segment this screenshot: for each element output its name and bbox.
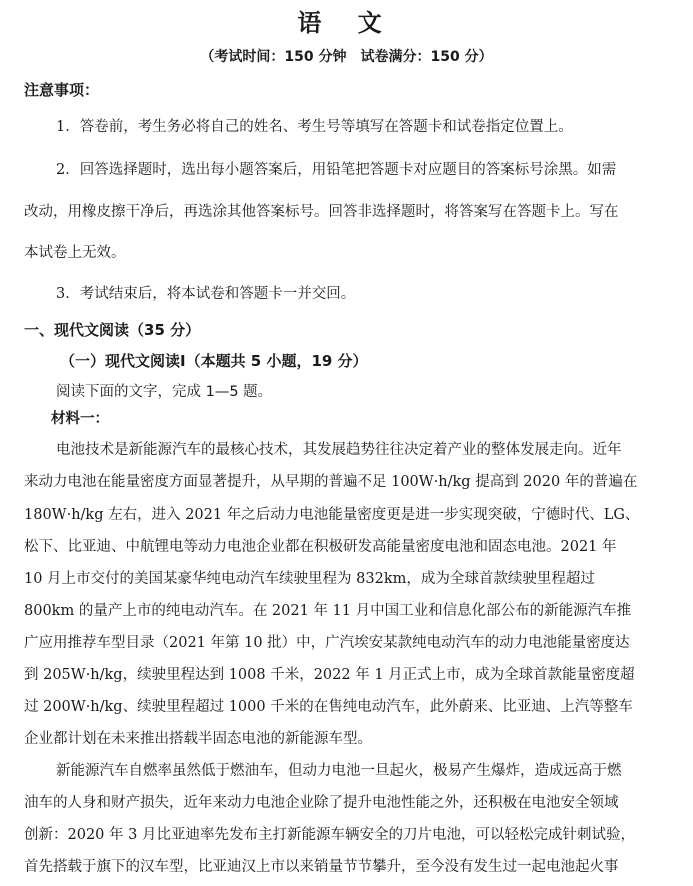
paragraph1-line: 800km 的量产上市的纯电动汽车。在 2021 年 11 月中国工业和信息化部公布的新能源汽车推 [24,603,632,619]
paragraph1-line: 电池技术是新能源汽车的最核心技术，其发展趋势往往决定着产业的整体发展走向。近年 [56,442,622,458]
paragraph1-line: 10 月上市交付的美国某豪华纯电动汽车续驶里程为 832km，成为全球首款续驶里程超过 [24,571,595,587]
paragraph1-line: 广应用推荐车型目录（2021 年第 10 批）中，广汽埃安某款纯电动汽车的动力电池能量密度达 [24,635,630,651]
paragraph1-line: 企业都计划在未来推出搭载半固态电池的新能源车型。 [24,731,372,747]
notice-heading: 注意事项： [24,81,100,99]
paragraph1-line: 过 200W·h/kg、续驶里程超过 1000 千米的在售纯电动汽车，此外蔚来、比亚迪、上汽等整车 [24,699,633,715]
notice-item-2-cont: 改动，用橡皮擦干净后，再选涂其他答案标号。回答非选择题时，将答案写在答题卡上。写在 [24,204,619,220]
section-heading: 一、现代文阅读（35 分） [24,321,201,339]
paragraph1-line: 松下、比亚迪、中航锂电等动力电池企业都在积极研发高能量密度电池和固态电池。2021 年 [24,539,617,555]
exam-info: （考试时间：150 分钟 试卷满分：150 分） [200,49,493,65]
paragraph2-line: 首先搭载于旗下的汉车型，比亚迪汉上市以来销量节节攀升，至今没有发生过一起电池起火事 [24,859,619,875]
paragraph1-line: 来动力电池在能量密度方面显著提升，从早期的普遍不足 100W·h/kg 提高到 2020 年的普遍在 [24,474,638,490]
material-label: 材料一： [51,411,109,427]
subsection-heading: （一）现代文阅读Ⅰ（本题共 5 小题，19 分） [60,352,368,370]
paragraph2-line: 油车的人身和财产损失，近年来动力电池企业除了提升电池性能之外，还积极在电池安全领域 [24,795,619,811]
page-title: 语 文 [297,9,396,37]
paragraph2-line: 创新：2020 年 3 月比亚迪率先发布主打新能源车辆安全的刀片电池，可以轻松完成针刺试验， [24,827,635,843]
paragraph1-line: 到 205W·h/kg，续驶里程达到 1008 千米，2022 年 1 月正式上市，成为全球首款能量密度超 [24,667,635,683]
paragraph1-line: 180W·h/kg 左右，进入 2021 年之后动力电池能量密度更是进一步实现突破，宁德时代、LG、 [24,507,640,523]
notice-item-2: 2．回答选择题时，选出每小题答案后，用铅笔把答题卡对应题目的答案标号涂黑。如需 [56,162,617,178]
paragraph2-line: 新能源汽车自燃率虽然低于燃油车，但动力电池一旦起火，极易产生爆炸，造成远高于燃 [56,763,622,779]
notice-item-3: 3．考试结束后，将本试卷和答题卡一并交回。 [56,286,356,302]
reading-instruction: 阅读下面的文字，完成 1—5 题。 [56,384,273,400]
notice-item-1: 1．答卷前，考生务必将自己的姓名、考生号等填写在答题卡和试卷指定位置上。 [56,119,573,135]
notice-item-2-end: 本试卷上无效。 [24,245,126,261]
